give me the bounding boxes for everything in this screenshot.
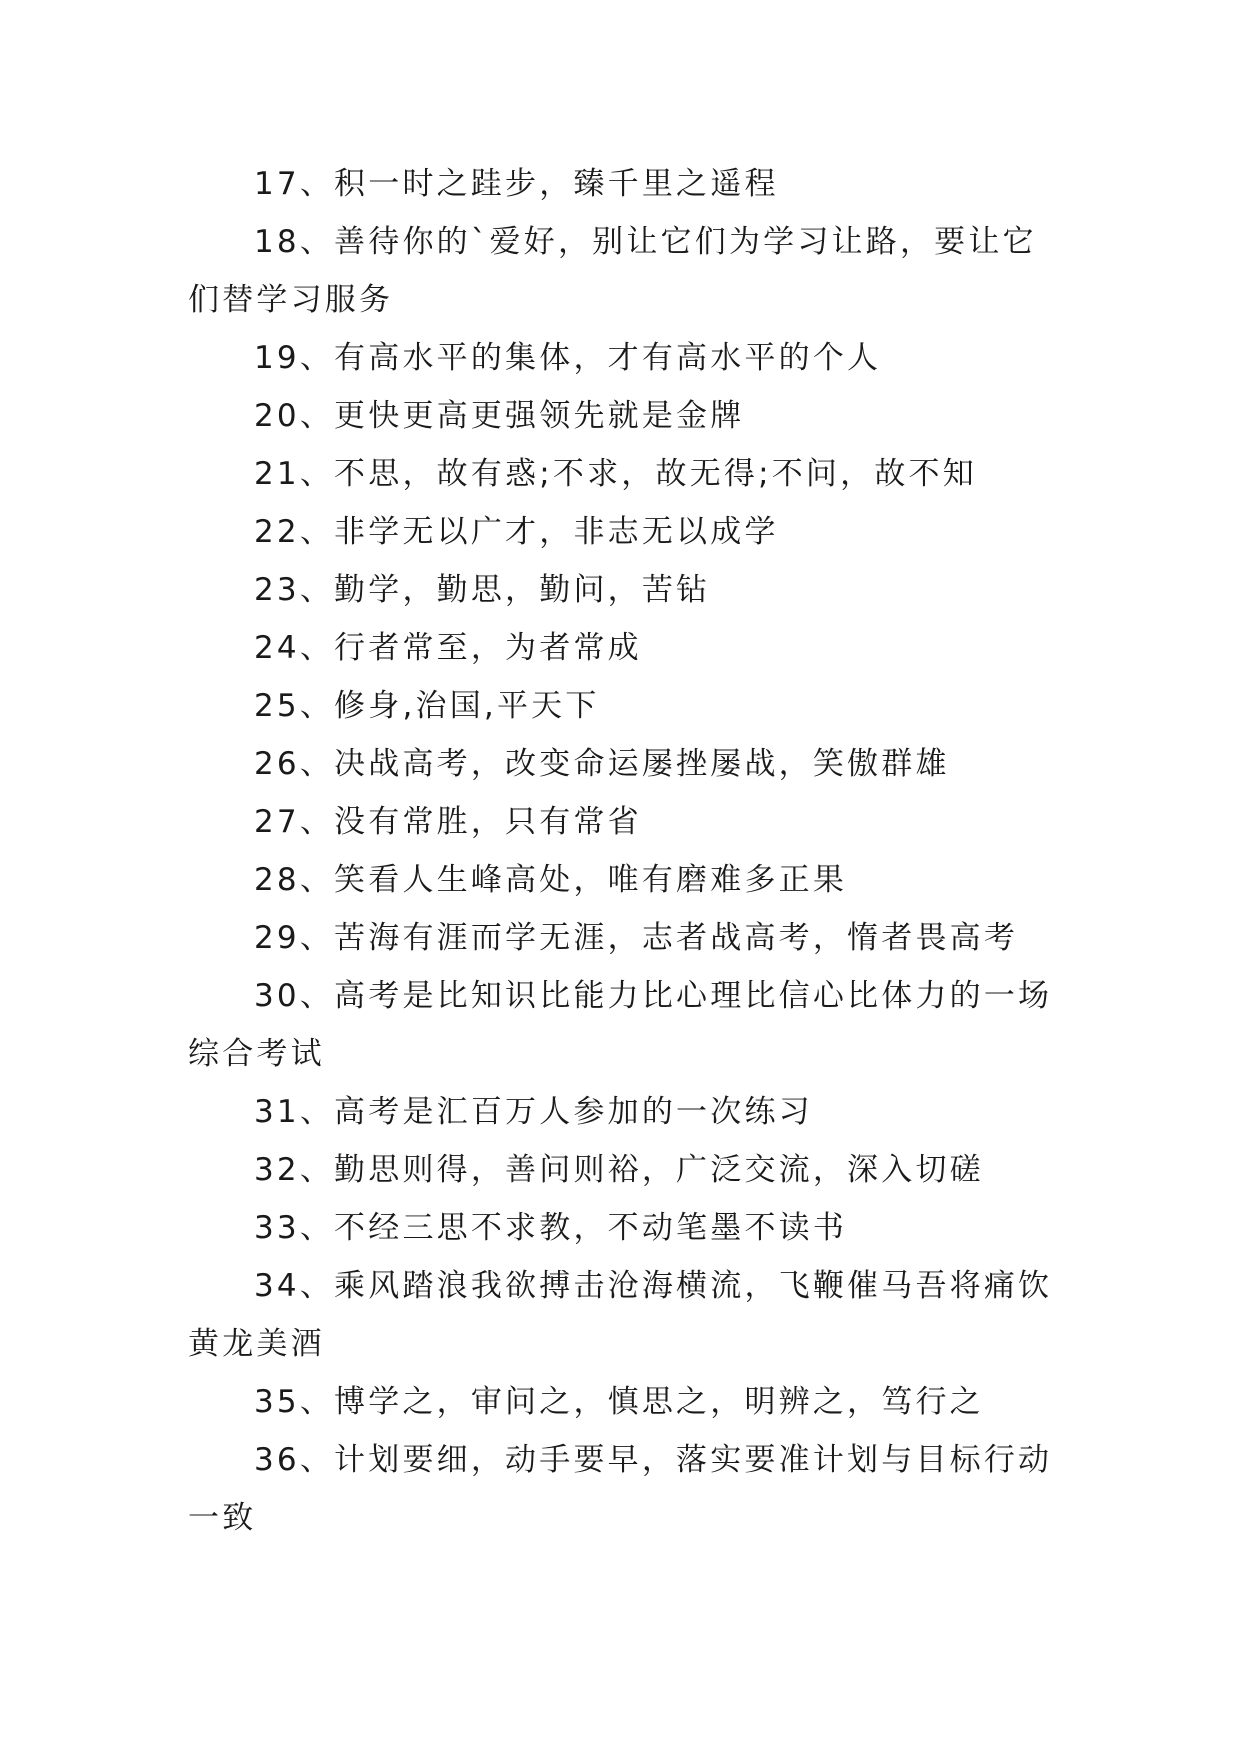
list-item: 34、乘风踏浪我欲搏击沧海横流，飞鞭催马吾将痛饮黄龙美酒 — [188, 1268, 1053, 1362]
list-item: 36、计划要细，动手要早，落实要准计划与目标行动一致 — [188, 1442, 1053, 1536]
list-item: 24、行者常至，为者常成 — [254, 630, 642, 666]
list-item: 23、勤学，勤思，勤问，苦钻 — [254, 572, 711, 608]
list-item: 33、不经三思不求教，不动笔墨不读书 — [254, 1210, 848, 1246]
list-item: 19、有高水平的集体，才有高水平的个人 — [254, 340, 882, 376]
list-item: 30、高考是比知识比能力比心理比信心比体力的一场综合考试 — [188, 978, 1053, 1072]
list-item: 35、博学之，审问之，慎思之，明辨之，笃行之 — [254, 1384, 984, 1420]
list-item: 31、高考是汇百万人参加的一次练习 — [254, 1094, 813, 1130]
list-item: 20、更快更高更强领先就是金牌 — [254, 398, 745, 434]
list-item: 32、勤思则得，善问则裕，广泛交流，深入切磋 — [254, 1152, 984, 1188]
list-item: 25、修身,治国,平天下 — [254, 688, 600, 724]
list-item: 26、决战高考，改变命运屡挫屡战，笑傲群雄 — [254, 746, 950, 782]
list-item: 18、善待你的`爱好，别让它们为学习让路，要让它们替学习服务 — [188, 224, 1037, 318]
list-item: 17、积一时之跬步，臻千里之遥程 — [254, 166, 779, 202]
document-body — [188, 155, 1058, 1547]
list-item: 29、苦海有涯而学无涯，志者战高考，惰者畏高考 — [254, 920, 1019, 956]
list-item: 28、笑看人生峰高处，唯有磨难多正果 — [254, 862, 848, 898]
list-item: 21、不思，故有惑;不求，故无得;不问，故不知 — [254, 456, 977, 492]
list-item: 22、非学无以广才，非志无以成学 — [254, 514, 779, 550]
list-item: 27、没有常胜，只有常省 — [254, 804, 642, 840]
